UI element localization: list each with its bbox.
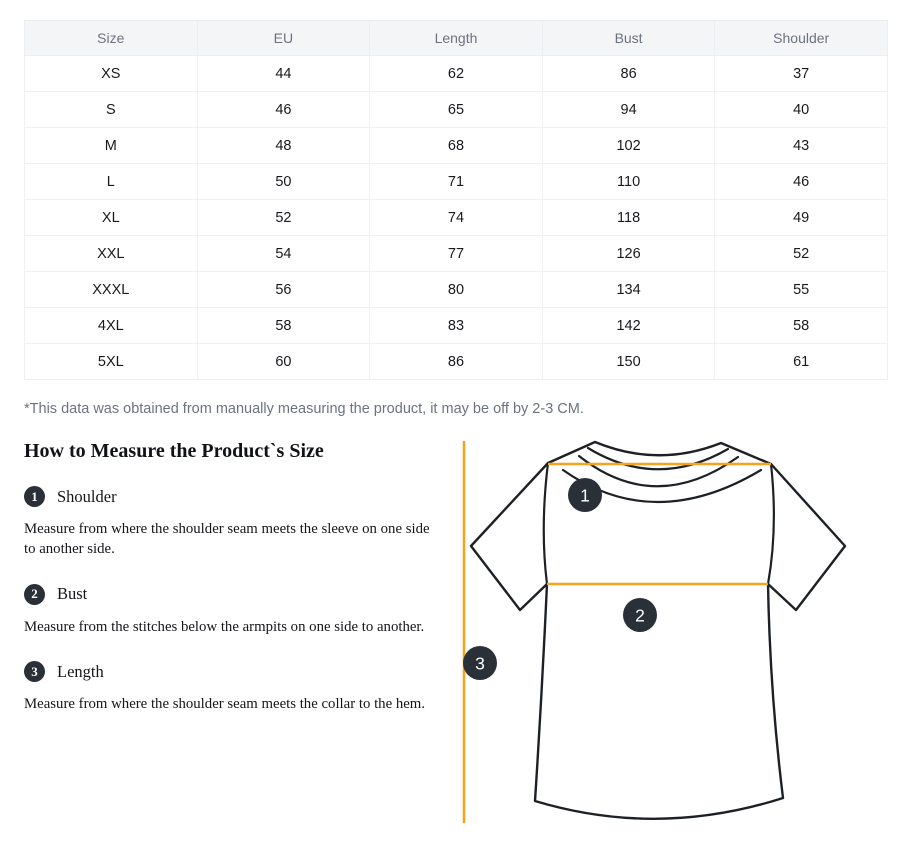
table-cell: XL — [25, 200, 198, 236]
table-cell: M — [25, 128, 198, 164]
tshirt-diagram — [448, 428, 890, 859]
table-row — [25, 344, 888, 380]
table-cell: S — [25, 92, 198, 128]
table-cell: 4XL — [25, 308, 198, 344]
column-header-shoulder: Shoulder — [715, 21, 888, 56]
table-cell: 71 — [370, 164, 543, 200]
measure-item-label: Length — [57, 661, 104, 681]
marker-shoulder — [568, 478, 602, 512]
tshirt-outline — [471, 442, 845, 819]
measure-item-shoulder — [24, 486, 448, 560]
table-cell: 134 — [542, 272, 715, 308]
table-cell: 58 — [715, 308, 888, 344]
measurement-disclaimer: *This data was obtained from manually measuring the product, it may be off by 2-3 CM. — [24, 401, 584, 417]
table-cell: 68 — [370, 128, 543, 164]
table-cell: 126 — [542, 236, 715, 272]
table-cell: 65 — [370, 92, 543, 128]
step-number-badge: 2 — [24, 584, 45, 605]
table-cell: L — [25, 164, 198, 200]
table-cell: 49 — [715, 200, 888, 236]
table-row — [25, 92, 888, 128]
column-header-eu: EU — [197, 21, 370, 56]
marker-length — [463, 646, 497, 680]
table-cell: 61 — [715, 344, 888, 380]
table-cell: 86 — [370, 344, 543, 380]
table-cell: 110 — [542, 164, 715, 200]
measure-item-description: Measure from the stitches below the armpits on one side to another. — [24, 618, 425, 635]
table-cell: 94 — [542, 92, 715, 128]
table-cell: 46 — [715, 164, 888, 200]
table-cell: 58 — [197, 308, 370, 344]
column-header-length: Length — [370, 21, 543, 56]
table-row — [25, 236, 888, 272]
table-cell: 44 — [197, 56, 370, 92]
table-row — [25, 128, 888, 164]
table-cell: XXXL — [25, 272, 198, 308]
measure-items — [24, 486, 448, 715]
size-table-body — [25, 56, 888, 380]
step-number-badge: 3 — [24, 661, 45, 682]
table-cell: 52 — [197, 200, 370, 236]
size-table-header-row — [25, 21, 888, 56]
measure-item-header — [24, 486, 448, 507]
table-row — [25, 308, 888, 344]
marker-bust — [623, 598, 657, 632]
table-cell: 48 — [197, 128, 370, 164]
table-cell: 5XL — [25, 344, 198, 380]
table-cell: 102 — [542, 128, 715, 164]
table-cell: 77 — [370, 236, 543, 272]
table-cell: 142 — [542, 308, 715, 344]
table-cell: 55 — [715, 272, 888, 308]
table-cell: XS — [25, 56, 198, 92]
table-cell: 118 — [542, 200, 715, 236]
table-cell: 150 — [542, 344, 715, 380]
table-cell: 50 — [197, 164, 370, 200]
measure-instructions — [24, 441, 448, 739]
table-cell: XXL — [25, 236, 198, 272]
table-cell: 83 — [370, 308, 543, 344]
step-number-badge: 1 — [24, 486, 45, 507]
table-cell: 40 — [715, 92, 888, 128]
table-cell: 37 — [715, 56, 888, 92]
measure-item-label: Bust — [57, 584, 88, 604]
measure-item-description: Measure from where the shoulder seam meets the sleeve on one side to another side. — [24, 521, 430, 558]
table-cell: 86 — [542, 56, 715, 92]
measure-item-length — [24, 661, 448, 714]
table-cell: 60 — [197, 344, 370, 380]
table-row — [25, 200, 888, 236]
measure-item-label: Shoulder — [57, 486, 117, 506]
table-cell: 62 — [370, 56, 543, 92]
size-table-header — [25, 21, 888, 56]
table-row — [25, 56, 888, 92]
table-cell: 43 — [715, 128, 888, 164]
marker-1-number: 1 — [580, 485, 590, 506]
measure-item-header — [24, 584, 448, 605]
measure-title: How to Measure the Product`s Size — [24, 440, 324, 462]
table-cell: 54 — [197, 236, 370, 272]
measure-item-description: Measure from where the shoulder seam meets the collar to the hem. — [24, 696, 426, 713]
table-row — [25, 164, 888, 200]
marker-3-number: 3 — [475, 653, 485, 674]
table-cell: 80 — [370, 272, 543, 308]
table-cell: 56 — [197, 272, 370, 308]
measure-item-bust — [24, 584, 448, 637]
measure-item-header — [24, 661, 448, 682]
column-header-bust: Bust — [542, 21, 715, 56]
table-cell: 46 — [197, 92, 370, 128]
table-cell: 52 — [715, 236, 888, 272]
table-row — [25, 272, 888, 308]
tshirt-diagram-svg — [448, 428, 890, 857]
table-cell: 74 — [370, 200, 543, 236]
size-table — [24, 20, 888, 380]
measure-section — [24, 441, 888, 859]
column-header-size: Size — [25, 21, 198, 56]
marker-2-number: 2 — [635, 605, 645, 626]
